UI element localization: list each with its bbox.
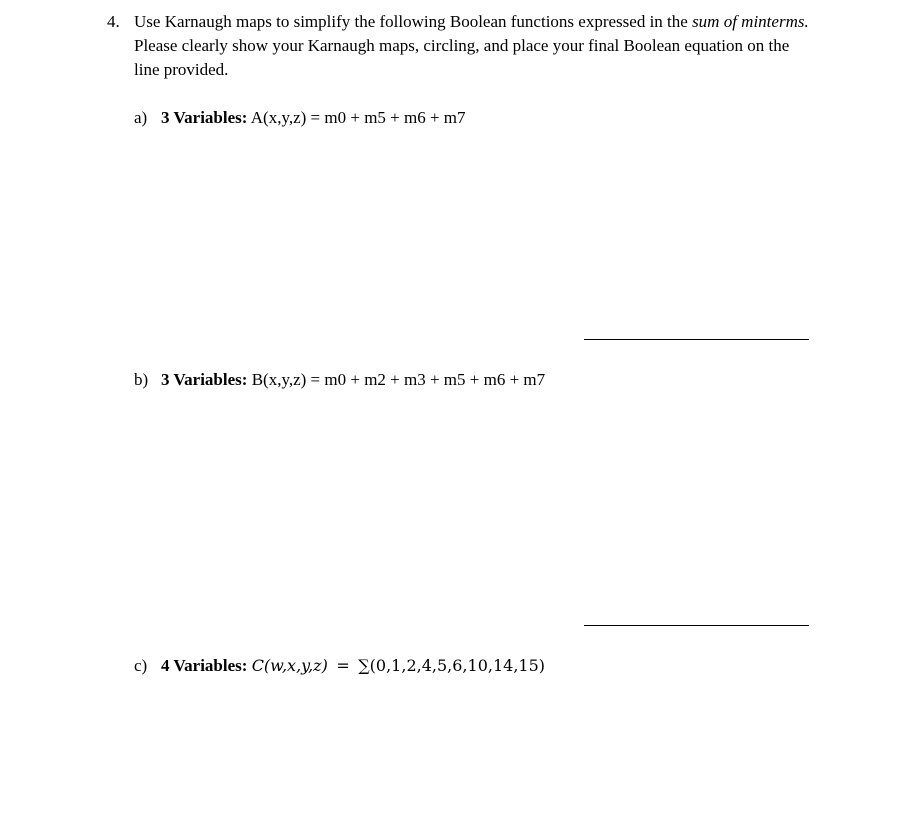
part-a-label: 3 Variables:: [161, 108, 248, 127]
part-b-expression: B(x,y,z) = m0 + m2 + m3 + m5 + m6 + m7: [247, 370, 546, 389]
question-number: 4.: [107, 12, 120, 31]
part-b-letter: b): [134, 370, 149, 389]
part-c-label: 4 Variables:: [161, 656, 248, 675]
part-c-function: C(w,x,y,z): [251, 656, 328, 675]
part-b-answer-line[interactable]: [584, 625, 809, 626]
part-a: [134, 106, 466, 130]
part-c-equals: =: [336, 656, 350, 675]
part-b: [134, 368, 545, 392]
part-b-label: 3 Variables:: [161, 370, 248, 389]
question-intro-italic: sum of minterms.: [692, 12, 809, 31]
question-intro-end: Please clearly show your Karnaugh maps, circling, and place your final Boolean equation on the line provided.: [134, 36, 790, 79]
part-c: [134, 654, 545, 678]
question-intro-start: Use Karnaugh maps to simplify the following Boolean functions expressed in the: [134, 12, 693, 31]
question-text: [134, 10, 814, 82]
part-a-answer-line[interactable]: [584, 339, 809, 340]
part-c-letter: c): [134, 656, 148, 675]
part-a-letter: a): [134, 108, 148, 127]
part-a-expression: A(x,y,z) = m0 + m5 + m6 + m7: [247, 108, 466, 127]
part-c-sum: ∑(0,1,2,4,5,6,10,14,15): [358, 656, 545, 675]
